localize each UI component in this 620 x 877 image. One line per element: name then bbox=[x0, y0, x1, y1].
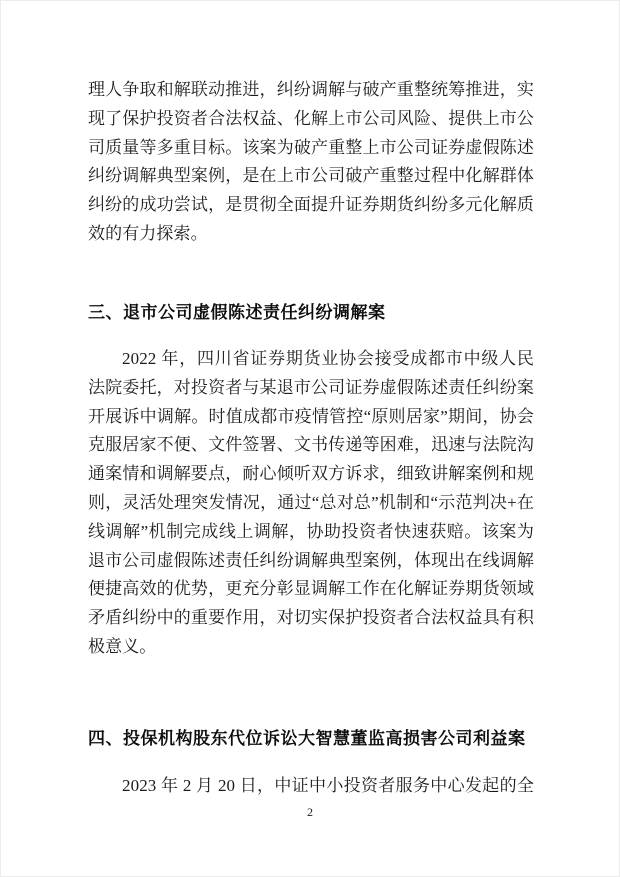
paragraph-derivative-lawsuit-case-first-line: 2023 年 2 月 20 日，中证中小投资者服务中心发起的全 bbox=[122, 776, 534, 795]
paragraph-restructuring-case-continuation: 理人争取和解联动推进，纠纷调解与破产重整统筹推进，实现了保护投资者合法权益、化解上市公司风险、提供上市公司质量等多重目标。该案为破产重整上市公司证券虚假陈述纠纷调解典型案例，是在上市公司破产重整过程中化解群体纠纷的成功尝试，是贯彻全面提升证券期货纠纷多元化解质效的有力探索。 bbox=[88, 80, 534, 243]
paragraph-delisted-company-case-body: 2022 年，四川省证券期货业协会接受成都市中级人民法院委托，对投资者与某退市公司证券虚假陈述责任纠纷案开展诉中调解。时值成都市疫情管控“原则居家”期间，协会克服居家不便、文件签署、文书传递等困难，迅速与法院沟通案情和调解要点，耐心倾听双方诉求，细致讲解案例和规则，灵活处理突发情况，通过“总对总”机制和“示范判决+在线调解”机制完成线上调解，协助投资者快速获赔。该案为退市公司虚假陈述责任纠纷调解典型案例，体现出在线调解便捷高效的优势，更充分彰显调解工作在化解证券期货领域矛盾纠纷中的重要作用，对切实保护投资者合法权益具有积极意义。 bbox=[88, 349, 534, 656]
section-heading-derivative-lawsuit-case: 四、投保机构股东代位诉讼大智慧董监高损害公司利益案 bbox=[88, 729, 526, 748]
page-number: 2 bbox=[307, 805, 313, 819]
section-heading-delisted-company-case: 三、退市公司虚假陈述责任纠纷调解案 bbox=[88, 303, 386, 322]
